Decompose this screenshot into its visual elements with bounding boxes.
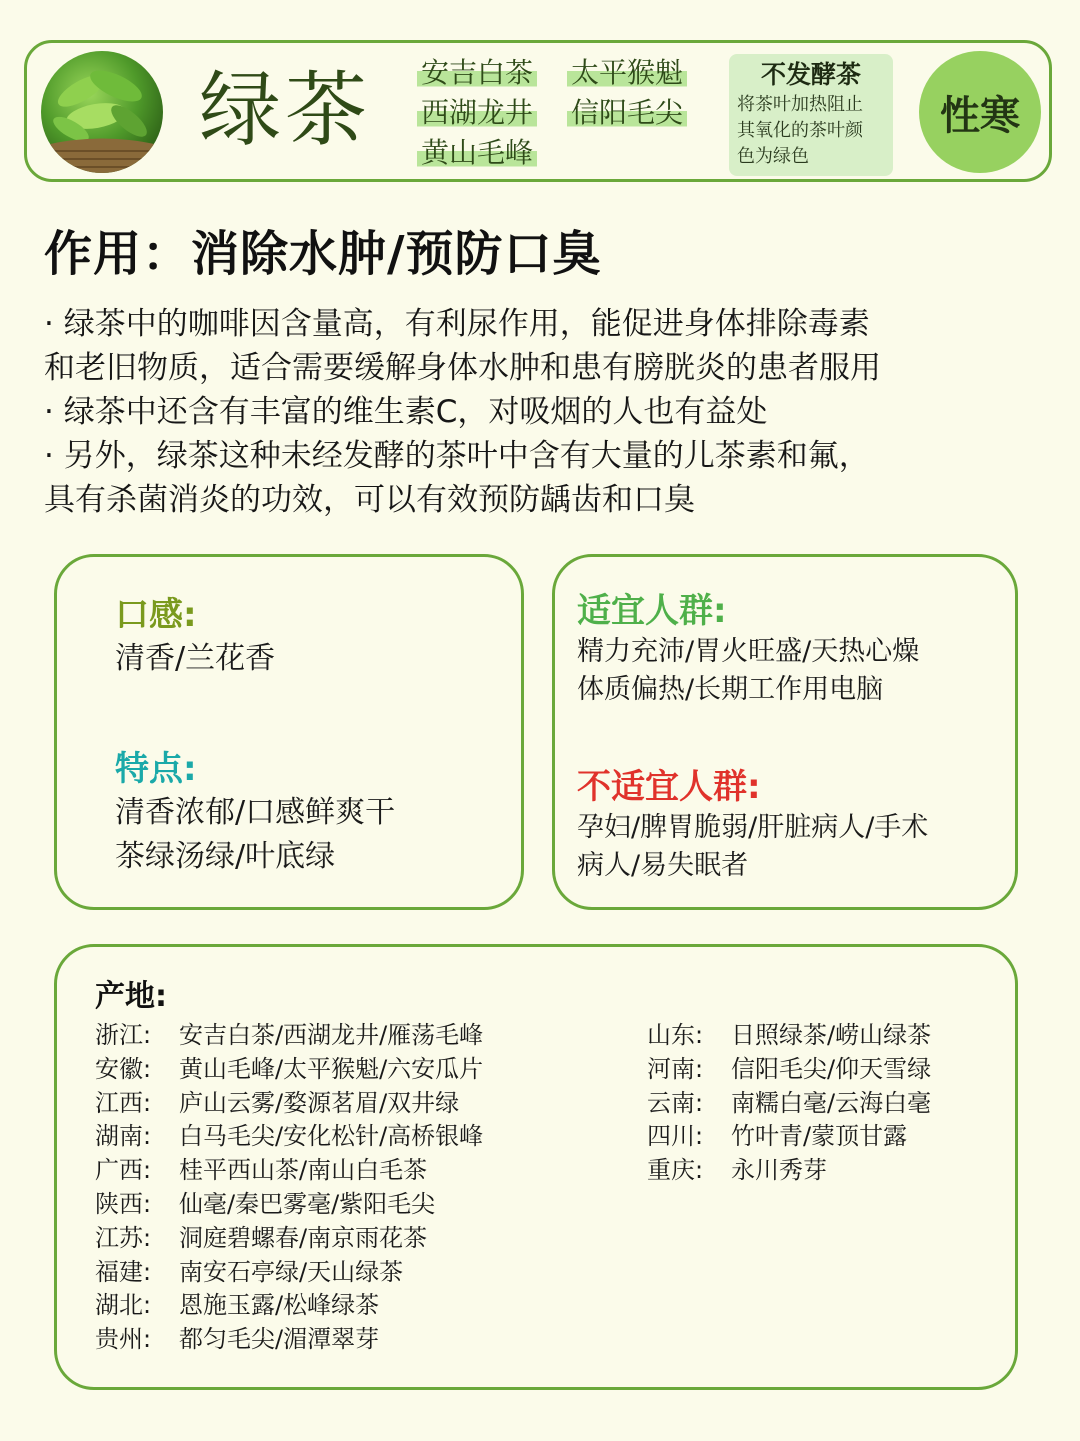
origin-card [54, 944, 1018, 1390]
origin-province: 江西: [95, 1088, 152, 1117]
origin-row [95, 1256, 483, 1290]
features-line: 清香浓郁/口感鲜爽干 [115, 795, 396, 830]
origin-row [647, 1154, 931, 1188]
origin-province: 陕西: [95, 1189, 152, 1218]
origin-row [95, 1019, 483, 1053]
origin-teas: 庐山云雾/婺源茗眉/双井绿 [179, 1088, 460, 1117]
suitable-label: 适宜人群: [577, 591, 727, 631]
ferment-title: 不发酵茶 [760, 60, 861, 89]
origin-teas: 恩施玉露/松峰绿茶 [179, 1291, 380, 1320]
variety-tag: 安吉白茶 [417, 55, 537, 91]
origin-province: 广西: [95, 1156, 152, 1185]
tea-leaves-photo [41, 51, 163, 173]
audience-card [552, 554, 1018, 910]
variety-tag: 信阳毛尖 [567, 95, 687, 131]
origin-province: 云南: [647, 1088, 704, 1117]
origin-row [95, 1087, 483, 1121]
origin-row [95, 1289, 483, 1323]
effect-heading: 作用：消除水肿/预防口臭 [44, 226, 602, 282]
origin-province: 浙江: [95, 1021, 152, 1049]
unsuitable-label: 不适宜人群: [577, 767, 761, 807]
effect-line: 和老旧物质，适合需要缓解身体水肿和患有膀胱炎的患者服用 [44, 350, 881, 386]
origin-teas: 永川秀芽 [731, 1156, 827, 1185]
origin-province: 重庆: [647, 1156, 704, 1185]
origin-teas: 日照绿茶/崂山绿茶 [731, 1021, 932, 1049]
effect-line: 具有杀菌消炎的功效，可以有效预防龋齿和口臭 [44, 482, 695, 518]
suitable-line: 体质偏热/长期工作用电脑 [577, 674, 884, 705]
ferment-description-line: 将茶叶加热阻止 [737, 94, 863, 115]
origin-teas: 安吉白茶/西湖龙井/雁荡毛峰 [179, 1021, 484, 1049]
origin-province: 湖南: [95, 1122, 152, 1151]
origin-row [95, 1053, 483, 1087]
origin-row [647, 1120, 931, 1154]
origin-teas: 黄山毛峰/太平猴魁/六安瓜片 [179, 1054, 484, 1083]
ferment-description-line: 其氧化的茶叶颜 [737, 120, 863, 141]
tea-leaves-image [41, 51, 163, 173]
variety-tag: 西湖龙井 [417, 95, 537, 131]
origin-teas: 竹叶青/蒙顶甘露 [731, 1122, 908, 1151]
origin-teas: 仙毫/秦巴雾毫/紫阳毛尖 [179, 1189, 436, 1218]
effect-line: · 另外，绿茶这种未经发酵的茶叶中含有大量的儿茶素和氟， [44, 438, 870, 474]
origin-label: 产地: [95, 979, 167, 1014]
ferment-description-line: 色为绿色 [737, 146, 809, 167]
origin-teas: 洞庭碧螺春/南京雨花茶 [179, 1223, 428, 1252]
origin-row [95, 1188, 483, 1222]
variety-tag: 太平猴魁 [567, 55, 687, 91]
ferment-type-box [729, 54, 893, 176]
origin-row [647, 1087, 931, 1121]
page-title: 绿茶 [199, 63, 372, 158]
header-card [24, 40, 1052, 182]
unsuitable-line: 孕妇/脾胃脆弱/肝脏病人/手术 [577, 812, 929, 843]
features-line: 茶绿汤绿/叶底绿 [115, 839, 336, 874]
variety-tags [417, 51, 717, 175]
origin-teas: 桂平西山茶/南山白毛茶 [179, 1156, 428, 1185]
features-label: 特点: [115, 749, 197, 789]
origin-teas: 都匀毛尖/湄潭翠芽 [179, 1325, 380, 1354]
origin-row [95, 1154, 483, 1188]
origin-row [95, 1120, 483, 1154]
origin-province: 安徽: [95, 1054, 152, 1083]
effect-body [44, 302, 1044, 522]
origin-list-left [95, 1019, 483, 1357]
origin-teas: 南糯白毫/云海白毫 [731, 1088, 932, 1117]
variety-tag: 黄山毛峰 [417, 135, 537, 171]
origin-province: 福建: [95, 1257, 152, 1286]
origin-province: 四川: [647, 1122, 704, 1151]
origin-row [647, 1019, 931, 1053]
taste-features-card [54, 554, 524, 910]
origin-province: 江苏: [95, 1223, 152, 1252]
nature-badge: 性寒 [919, 51, 1041, 173]
effect-line: · 绿茶中的咖啡因含量高，有利尿作用，能促进身体排除毒素 [44, 306, 870, 342]
origin-row [95, 1323, 483, 1357]
origin-province: 贵州: [95, 1325, 152, 1354]
unsuitable-line: 病人/易失眠者 [577, 850, 749, 881]
taste-text: 清香/兰花香 [115, 641, 276, 676]
origin-row [647, 1053, 931, 1087]
origin-province: 湖北: [95, 1291, 152, 1320]
origin-province: 山东: [647, 1021, 704, 1049]
origin-teas: 白马毛尖/安化松针/高桥银峰 [179, 1122, 484, 1151]
origin-row [95, 1222, 483, 1256]
origin-teas: 信阳毛尖/仰天雪绿 [731, 1054, 932, 1083]
origin-teas: 南安石亭绿/天山绿茶 [179, 1257, 404, 1286]
effect-line: · 绿茶中还含有丰富的维生素C，对吸烟的人也有益处 [44, 394, 768, 430]
taste-label: 口感: [115, 595, 197, 635]
suitable-line: 精力充沛/胃火旺盛/天热心燥 [577, 636, 920, 667]
origin-province: 河南: [647, 1054, 704, 1083]
origin-list-right [647, 1019, 931, 1188]
